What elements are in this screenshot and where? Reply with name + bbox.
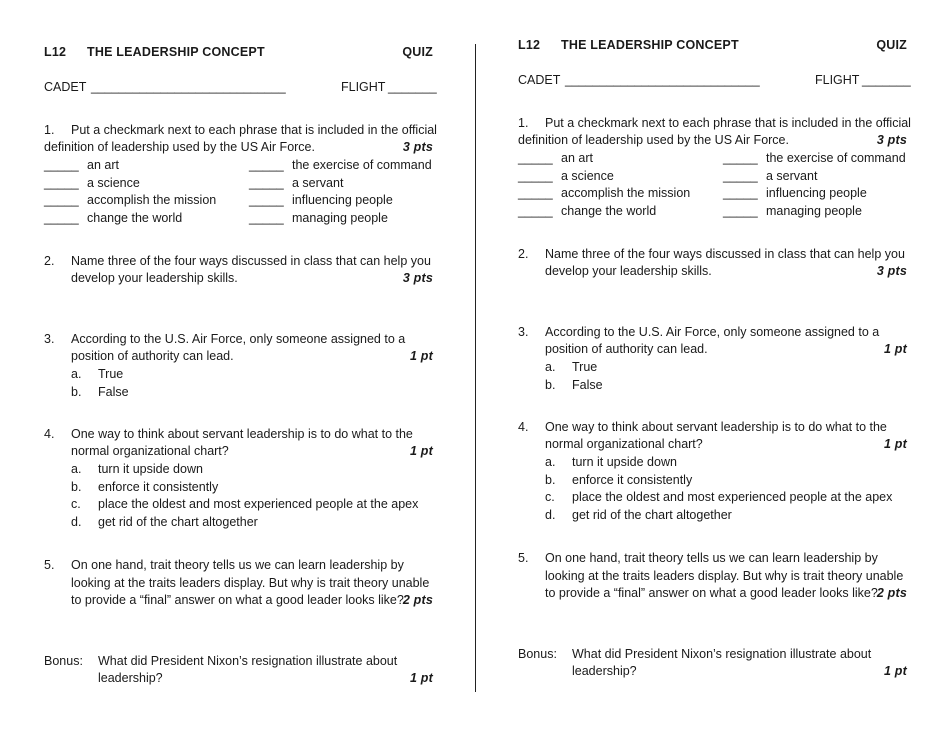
q2-text-line-2: develop your leadership skills.	[71, 271, 238, 285]
q1-check-blank-left: _____	[44, 158, 79, 172]
q5-points: 2 pts	[876, 586, 907, 600]
bonus-text-line-1: What did President Nixon’s resignation illustrate about	[98, 654, 398, 668]
q4-option-letter: b.	[71, 479, 82, 494]
cadet-label: CADET	[518, 73, 561, 87]
q4-option-text: turn it upside down	[98, 462, 203, 476]
q3-option-text: False	[98, 384, 129, 399]
q1-check-blank-left: _____	[518, 203, 553, 218]
cadet-name-blank: ____________________________	[565, 73, 760, 87]
flight-blank: _______	[388, 80, 437, 94]
q1-check-blank-right: _____	[723, 186, 758, 200]
q1-option-left: change the world	[561, 203, 657, 218]
quiz-title: THE LEADERSHIP CONCEPT	[87, 45, 265, 59]
page-divider	[475, 44, 476, 692]
q1-number: 1.	[44, 123, 55, 137]
q4-points: 1 pt	[409, 444, 433, 458]
q5-text-line-3: to provide a “final” answer on what a good leader looks like?	[71, 593, 404, 607]
q4-option-text: enforce it consistently	[572, 472, 693, 487]
q2-text-line-1: Name three of the four ways discussed in class that can help you	[71, 254, 431, 268]
bonus-points: 1 pt	[883, 664, 907, 678]
q1-text-line-1: Put a checkmark next to each phrase that is included in the official	[71, 123, 437, 137]
flight-blank: _______	[862, 73, 911, 87]
q4-text-line-2: normal organizational chart?	[71, 444, 229, 458]
q1-text-line-1: Put a checkmark next to each phrase that is included in the official	[545, 116, 911, 130]
q1-check-blank-left: _____	[44, 175, 79, 190]
q4-option-letter: c.	[545, 490, 555, 504]
q1-option-right: influencing people	[292, 193, 393, 207]
q3-number: 3.	[44, 332, 55, 346]
q1-option-left: accomplish the mission	[561, 186, 691, 200]
q4-option-text: get rid of the chart altogether	[98, 514, 258, 529]
quiz-lesson: L12	[518, 38, 541, 52]
bonus-text-line-1: What did President Nixon’s resignation illustrate about	[572, 647, 872, 661]
q4-points: 1 pt	[883, 437, 907, 451]
q3-text-line-2: position of authority can lead.	[71, 349, 234, 363]
bonus-text-line-2: leadership?	[98, 671, 163, 685]
q3-option-letter: a.	[71, 367, 82, 381]
q2-number: 2.	[518, 247, 529, 261]
q4-option-letter: c.	[71, 497, 81, 511]
q1-option-left: an art	[561, 151, 593, 165]
q3-text-line-1: According to the U.S. Air Force, only someone assigned to a	[545, 325, 880, 339]
q3-option-letter: b.	[545, 377, 556, 392]
q4-option-letter: a.	[545, 455, 556, 469]
q1-option-right: managing people	[766, 203, 862, 218]
q1-check-blank-left: _____	[518, 151, 553, 165]
q1-check-blank-right: _____	[723, 168, 758, 183]
q5-text-line-1: On one hand, trait theory tells us we can learn leadership by	[545, 551, 878, 565]
q1-option-right: the exercise of command	[292, 158, 432, 172]
q1-check-blank-left: _____	[44, 193, 79, 207]
q1-text-line-2: definition of leadership used by the US Air Force.	[518, 133, 789, 147]
flight-label: FLIGHT	[815, 73, 860, 87]
q4-number: 4.	[518, 420, 529, 434]
cadet-name-blank: ____________________________	[91, 80, 286, 94]
q2-text-line-2: develop your leadership skills.	[545, 264, 712, 278]
q1-check-blank-right: _____	[723, 203, 758, 218]
q1-option-left: a science	[561, 168, 614, 183]
q1-check-blank-right: _____	[249, 158, 284, 172]
q4-option-text: place the oldest and most experienced people at the apex	[98, 497, 419, 511]
q5-text-line-2: looking at the traits leaders display. But why is trait theory unable	[71, 576, 430, 590]
q4-option-text: enforce it consistently	[98, 479, 219, 494]
q1-points: 3 pts	[876, 133, 907, 147]
q1-option-left: change the world	[87, 210, 183, 225]
quiz-lesson: L12	[44, 45, 67, 59]
q5-number: 5.	[518, 551, 529, 565]
q1-option-right: a servant	[292, 175, 344, 190]
q3-text-line-1: According to the U.S. Air Force, only someone assigned to a	[71, 332, 406, 346]
bonus-label: Bonus:	[518, 647, 557, 661]
bonus-label: Bonus:	[44, 654, 83, 668]
flight-label: FLIGHT	[341, 80, 386, 94]
q3-text-line-2: position of authority can lead.	[545, 342, 708, 356]
q1-option-right: managing people	[292, 210, 388, 225]
q4-text-line-2: normal organizational chart?	[545, 437, 703, 451]
q1-number: 1.	[518, 116, 529, 130]
q1-points: 3 pts	[402, 140, 433, 154]
q4-number: 4.	[44, 427, 55, 441]
q1-option-right: influencing people	[766, 186, 867, 200]
q5-text-line-3: to provide a “final” answer on what a good leader looks like?	[545, 586, 878, 600]
bonus-points: 1 pt	[409, 671, 433, 685]
q1-check-blank-right: _____	[249, 175, 284, 190]
q5-text-line-2: looking at the traits leaders display. But why is trait theory unable	[545, 569, 904, 583]
q4-option-letter: d.	[545, 507, 556, 522]
cadet-label: CADET	[44, 80, 87, 94]
q2-points: 3 pts	[402, 271, 433, 285]
q1-option-right: a servant	[766, 168, 818, 183]
q3-option-text: False	[572, 377, 603, 392]
q1-option-left: an art	[87, 158, 119, 172]
q4-option-letter: b.	[545, 472, 556, 487]
q5-number: 5.	[44, 558, 55, 572]
q3-option-letter: b.	[71, 384, 82, 399]
quiz-label: QUIZ	[402, 45, 433, 59]
q4-option-text: turn it upside down	[572, 455, 677, 469]
q4-option-letter: a.	[71, 462, 82, 476]
q1-check-blank-left: _____	[518, 168, 553, 183]
q2-points: 3 pts	[876, 264, 907, 278]
q3-option-text: True	[572, 360, 598, 374]
q1-check-blank-right: _____	[723, 151, 758, 165]
q4-option-letter: d.	[71, 514, 82, 529]
q1-check-blank-left: _____	[518, 186, 553, 200]
q4-text-line-1: One way to think about servant leadership is to do what to the	[545, 420, 887, 434]
q3-option-text: True	[98, 367, 124, 381]
q1-check-blank-right: _____	[249, 210, 284, 225]
q1-option-left: a science	[87, 175, 140, 190]
q1-option-left: accomplish the mission	[87, 193, 217, 207]
q3-points: 1 pt	[409, 349, 433, 363]
q1-text-line-2: definition of leadership used by the US Air Force.	[44, 140, 315, 154]
q4-text-line-1: One way to think about servant leadership is to do what to the	[71, 427, 413, 441]
q2-number: 2.	[44, 254, 55, 268]
quiz-label: QUIZ	[876, 38, 907, 52]
q3-option-letter: a.	[545, 360, 556, 374]
q2-text-line-1: Name three of the four ways discussed in class that can help you	[545, 247, 905, 261]
q1-option-right: the exercise of command	[766, 151, 906, 165]
bonus-text-line-2: leadership?	[572, 664, 637, 678]
q5-points: 2 pts	[402, 593, 433, 607]
q4-option-text: place the oldest and most experienced people at the apex	[572, 490, 893, 504]
quiz-title: THE LEADERSHIP CONCEPT	[561, 38, 739, 52]
q3-number: 3.	[518, 325, 529, 339]
q3-points: 1 pt	[883, 342, 907, 356]
q1-check-blank-right: _____	[249, 193, 284, 207]
q4-option-text: get rid of the chart altogether	[572, 507, 732, 522]
q1-check-blank-left: _____	[44, 210, 79, 225]
q5-text-line-1: On one hand, trait theory tells us we can learn leadership by	[71, 558, 404, 572]
